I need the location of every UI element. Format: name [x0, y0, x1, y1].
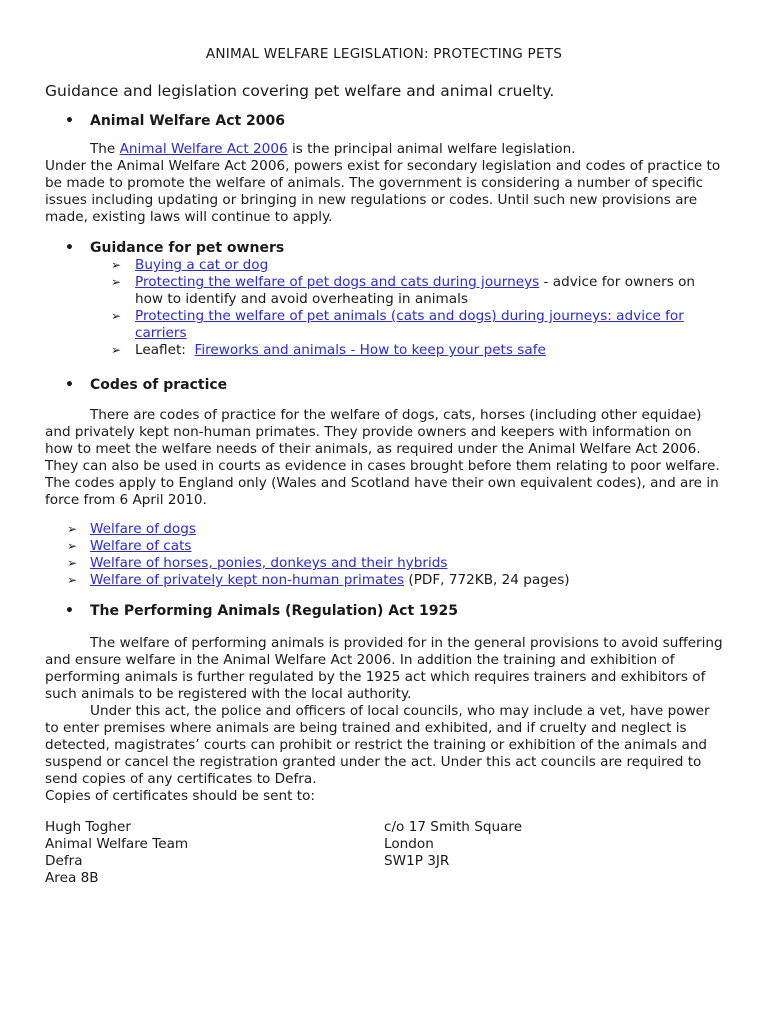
- arrow-bullet-icon: ➢: [67, 556, 78, 570]
- list-item: ➢ Protecting the welfare of pet dogs and cats during journeys - advice for owners on how to identify and avoid overheating in animals: [111, 274, 696, 307]
- address-right-column: [384, 819, 723, 887]
- section-heading-text: Guidance for pet owners: [90, 240, 285, 256]
- welfare-cats-link[interactable]: Welfare of cats: [90, 538, 192, 554]
- animal-welfare-act-link[interactable]: Animal Welfare Act 2006: [119, 141, 288, 157]
- welfare-horses-link[interactable]: Welfare of horses, ponies, donkeys and their hybrids: [90, 555, 448, 571]
- list-item: [45, 555, 723, 572]
- journeys-owners-link[interactable]: Protecting the welfare of pet dogs and cats during journeys: [135, 274, 540, 290]
- arrow-bullet-icon: ➢: [111, 343, 122, 357]
- address-line: SW1P 3JR: [384, 853, 450, 869]
- section-heading-guidance: [45, 240, 723, 257]
- s1-text-post: is the principal animal welfare legislation.: [287, 141, 576, 157]
- fireworks-leaflet-link[interactable]: Fireworks and animals - How to keep your pets safe: [194, 342, 546, 358]
- address-line: Hugh Togher: [45, 819, 131, 835]
- s1-paragraph-1: [45, 141, 723, 158]
- list-item: ➢ Welfare of privately kept non-human primates (PDF, 772KB, 24 pages): [67, 572, 570, 588]
- address-line: London: [384, 836, 434, 852]
- address-line: Area 8B: [45, 870, 99, 886]
- section-heading-text: Codes of practice: [90, 377, 228, 393]
- s1-text-pre: The: [90, 141, 120, 157]
- s3-paragraph: There are codes of practice for the welfare of dogs, cats, horses (including other equidae) and privately kept non-human primates. They provide owners and keepers with information on how to meet the welfare needs of their animals, as required under the Animal Welfare Act 2006. They can also be used in courts as evidence in cases brought before them relating to poor welfare. The codes apply to England only (Wales and Scotland have their own equivalent codes), and are in force from 6 April 2010.: [45, 407, 720, 508]
- address-block: [45, 819, 723, 887]
- arrow-bullet-icon: ➢: [67, 539, 78, 553]
- bullet-icon: •: [65, 377, 74, 393]
- address-line: Animal Welfare Team: [45, 836, 189, 852]
- document-title: ANIMAL WELFARE LEGISLATION: PROTECTING PETS: [205, 46, 563, 62]
- journeys-carriers-link[interactable]: Protecting the welfare of pet animals (cats and dogs) during journeys: advice for carriers: [135, 308, 684, 341]
- buying-cat-dog-link[interactable]: Buying a cat or dog: [135, 257, 269, 273]
- arrow-bullet-icon: ➢: [67, 522, 78, 536]
- arrow-bullet-icon: ➢: [111, 258, 122, 272]
- list-item: [45, 521, 723, 538]
- s4-paragraph-1: The welfare of performing animals is provided for in the general provisions to avoid suffering and ensure welfare in the Animal Welfare Act 2006. In addition the training and exhibition of performing animals is further regulated by the 1925 act which requires trainers and exhibitors of such animals to be registered with the local authority.: [45, 635, 723, 702]
- section-heading-text: The Performing Animals (Regulation) Act 1925: [90, 603, 458, 619]
- intro-text: Guidance and legislation covering pet welfare and animal cruelty.: [45, 82, 555, 100]
- s4-paragraph-3: Copies of certificates should be sent to:: [45, 788, 316, 804]
- address-line: Defra: [45, 853, 83, 869]
- arrow-bullet-icon: ➢: [67, 573, 78, 587]
- welfare-primates-link[interactable]: Welfare of privately kept non-human primates: [90, 572, 405, 588]
- guidance-list: [45, 257, 723, 359]
- list-item: ➢ Leaflet: Fireworks and animals - How to keep your pets safe: [111, 342, 546, 358]
- arrow-bullet-icon: ➢: [111, 275, 122, 289]
- s4-paragraph-2: Under this act, the police and officers of local councils, who may include a vet, have power to enter premises where animals are being trained and exhibited, and if cruelty and neglect is detected, magistrates’ courts can prohibit or restrict the training or exhibition of the animals and suspend or cancel the registration granted under the act. Under this act councils are required to send copies of any certificates to Defra.: [45, 703, 710, 787]
- section-heading-text: Animal Welfare Act 2006: [90, 113, 286, 129]
- codes-list: [45, 521, 723, 589]
- address-left-column: [45, 819, 384, 887]
- section-heading-codes: [45, 377, 723, 394]
- list-item: [45, 538, 723, 555]
- s1-paragraph-2: Under the Animal Welfare Act 2006, powers exist for secondary legislation and codes of practice to be made to promote the welfare of animals. The government is considering a number of specific issues including updating or bringing in new regulations or codes. Until such new provisions are made, existing laws will continue to apply.: [45, 158, 721, 225]
- list-item: [45, 257, 723, 274]
- bullet-icon: •: [65, 603, 74, 619]
- address-line: c/o 17 Smith Square: [384, 819, 523, 835]
- section-heading-performing-animals: [45, 603, 723, 620]
- bullet-icon: •: [65, 113, 74, 129]
- arrow-bullet-icon: ➢: [111, 309, 122, 323]
- bullet-icon: •: [65, 240, 74, 256]
- section-heading-animal-welfare-act: [45, 113, 723, 130]
- list-item: [45, 308, 723, 342]
- welfare-dogs-link[interactable]: Welfare of dogs: [90, 521, 196, 537]
